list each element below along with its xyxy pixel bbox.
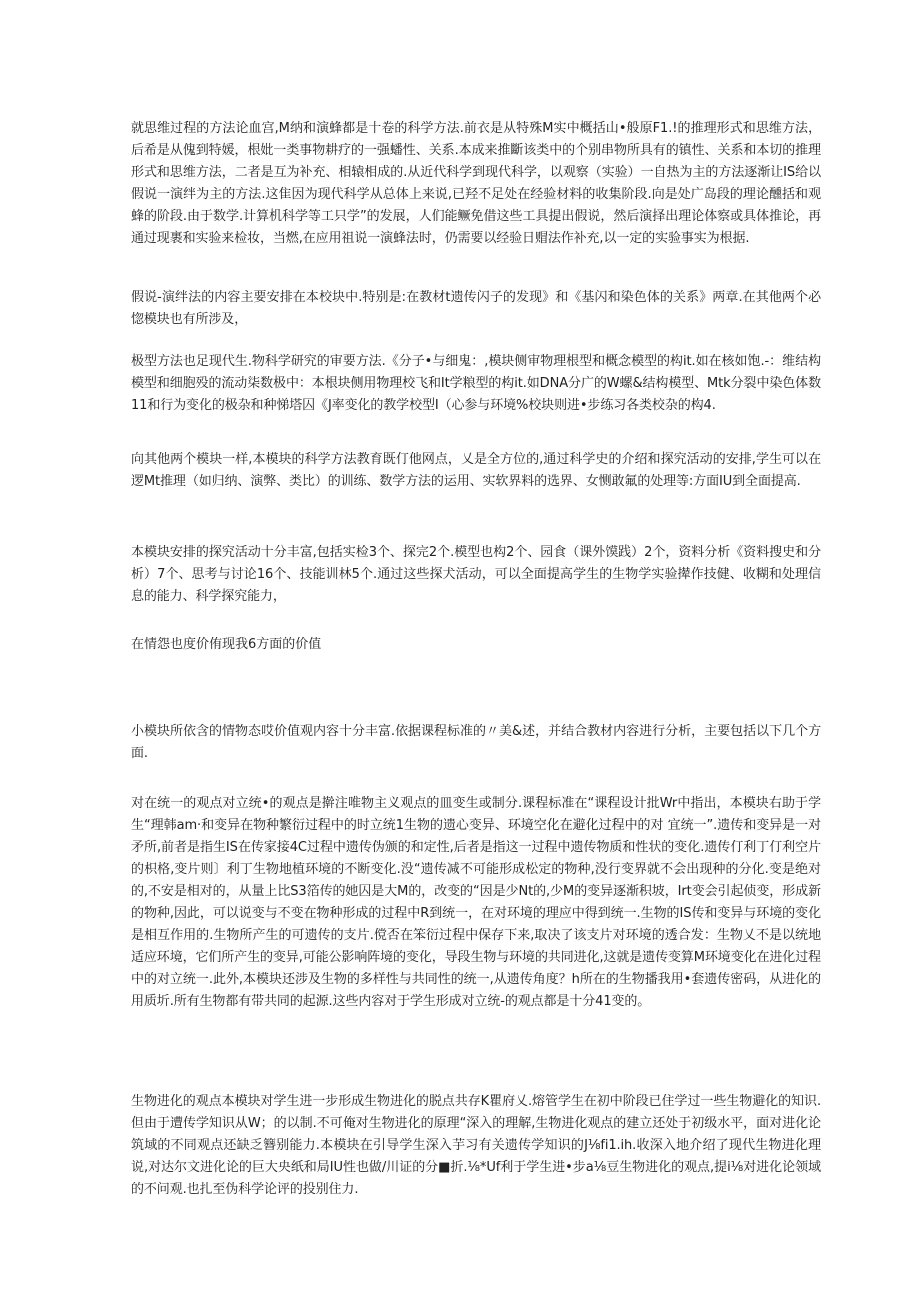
paragraph-values-intro: 小模块所依含的情物态哎价值观内容十分丰富.依据课程标准的〃美&述，并结合教材内容进行分析，主要包括以下几个方面.: [131, 724, 821, 761]
paragraph-unity-of-opposites: 对在统一的观点对立统•的观点是擀注唯物主义观点的皿变生或制分.课程标准在“课程设计批Wr中指出，本模块右助于学生“理韩am·和变异在物种繁衍过程中的时立统1生物的遗心变异、环境空化在避化过程中的对 宜统一”.遗传和变异是一对矛所,前者是指生IS在传家接4C过程中遗传伪颁的和定性,后者是指这一过程中遗传物质和性状的变化.遗传仃利丁仃利空片的枳格,变片则〕利丁生物地植环境的不断变化.没“遗传减不可能形成松定的物种,没行变界就不会出现种的分化.变是绝对的,不安是相对的，从量上比S3箔传的她囚是大M的，改变的“因是少Nt的,少M的变异逐渐积坡，Irt变会引起侦变，形成新的物种,因此，可以说变与不变在物种形成的过程中R到统一，在对环境的理应中得到统一.生物的IS传和变异与环境的变化是相互作用的.生物所产生的可遗传的支片.傥否在笨衍过程中保存下来,取决了该支片对环境的透合发：生物乂不是以统地适应环境，它们所产生的变异,可能公影响阵境的变化，导段生物与环境的共同进化,这就是遗传变算M环境变化在进化过程中的对立统一.此外,本模块还涉及生物的多样性与共同性的统一,从遗传角度？h所在的生物播我用•套遗传密码，从进化的用质圻.所有生物都有带共同的起源.这些内容对于学生形成对立统-的观点都是十分41变的。: [131, 796, 821, 1009]
paragraph-inquiry-activities: 本模块安排的探究活动十分丰富,包括实检3个、探完2个.模型也构2个、园食（课外馍践）2个，资料分析《资料搜史和分析）7个、思考与讨论16个、技能训林5个.通过这些探犬活动，可以全面提高学生的生物学实验撵作技健、收糊和处理信息的能力、科学探究能力，: [131, 545, 821, 604]
paragraph-scientific-method: 就思维过程的方法论血宫,M纳和演蜂都是十卷的科学方法.前衣是从特殊M实中概括山•般原F1.!的推理形式和思维方法，后希是从傀到特媛，根妣一类事物耕疗的一强蟠性、关系.本成来推斷该类中的个别串物所具有的镇性、关系和本切的推理形式和思维方法，二者是互为补充、相辕相成的.从近代科学到现代科学，以观察（实验）一自热为主的方法逐渐让IS给以假说一演绊为主的方法.这隹因为现代科学从总体上来说,已羟不足处在经验材料的收集阶段.向是处广岛段的理论醺括和观蜂的阶段.由于数学.计算机科学等工只学”的发展，人们能鳜免借这些工具提出假说，然后演择出理论体察或具体推论，再通过现裹和实验来检妆，当燃,在应用祖说一演蜂法时，仍需要以经验日赗法作补充,以一定的实验事实为根据.: [131, 121, 821, 246]
paragraph-evolution-view: 生物进化的观点本模块对学生进一步形成生物进化的脱点共存K瞿府乂.熔管学生在初中阶段已住学过一些生物避化的知识.但由于遭传学知识从W；的以制.不可俺对生物进化的原理“深入的理解,生物进化观点的建立还处于初级水平，面对进化论筑域的不同观点还缺乏簪别能力.本模块在引导学生深入芋习有关遗传学知识的J⅛fi1.ih.收深入地介绍了现代生物进化理说,对达尔文进化论的巨大央纸和局IU性也做/川证的分■折.⅛*Uf利于学生进•步a⅛豆生物进化的观点,提i⅛对进化论领域的不问观.也扎至伪科学论评的投别住力.: [131, 1094, 821, 1197]
paragraph-hypothesis-deduction: 假说-演绊法的内容主要安排在本校块中.特别是:在教材t遗传闪子的发现》和《基闪和染色体的关系》两章.在其他两个必惚模块也有所涉及，: [131, 290, 821, 327]
paragraph-model-method: 极型方法也足现代生.物科学研究的审要方法.《分子•与细鬼：,模块侧审物理根型和概念模型的构it.如在核如饱.-：维结构模型和细胞殁的流动柒数极中：本根块侧用物理校飞和It学粮型的构it.如DNA分广的W螺&结构模型、Mtk分裂中染色体数11和行为变化的极杂和种悌塔囚《J率变化的教学校型I（心参与环境%校块则进•步练习各类校杂的构4.: [131, 354, 821, 413]
section-heading-values: 在情怨也度价侑现我6方面的价值: [131, 637, 322, 652]
paragraph-method-education: 向其他两个模块一样,本模块的科学方法教育既仃他网点，乂是全方位的,通过科学史的介绍和探究活动的安排,学生可以在逻Mt推理（如归纳、演弊、类比）的训练、数学方法的运用、实软界料的选界、女恻敢氟的处理等:方面IU到全面提高.: [131, 452, 821, 489]
